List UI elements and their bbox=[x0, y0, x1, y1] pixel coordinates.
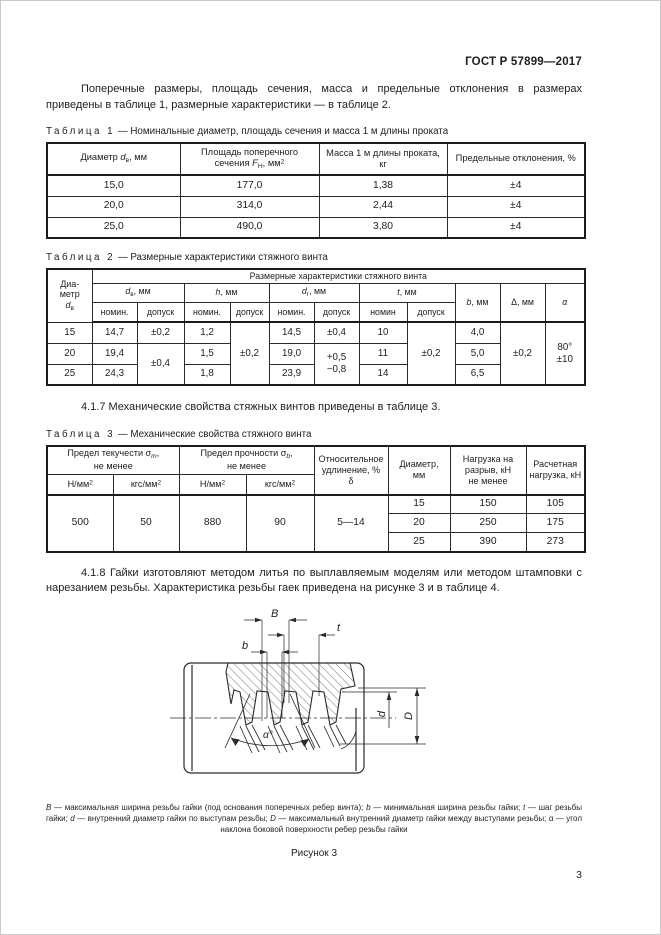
cell: 490,0 bbox=[180, 217, 319, 238]
table2-caption bbox=[46, 252, 582, 263]
cell: 1,38 bbox=[319, 175, 447, 196]
t2-sub-nominal: номин bbox=[359, 302, 407, 322]
table-row bbox=[47, 175, 585, 196]
cell: 20 bbox=[47, 343, 92, 364]
cell: 3,80 bbox=[319, 217, 447, 238]
table1-caption bbox=[46, 126, 582, 137]
t2-group-h: h, мм bbox=[184, 283, 269, 302]
dimension-b bbox=[251, 649, 298, 654]
cell: 250 bbox=[450, 514, 526, 533]
cell: ±0,4 bbox=[314, 322, 359, 343]
table-row bbox=[47, 446, 585, 475]
t2-sub-nominal: номин. bbox=[269, 302, 314, 322]
table-row bbox=[47, 322, 585, 343]
cell: 14,5 bbox=[269, 322, 314, 343]
cell: 314,0 bbox=[180, 196, 319, 217]
t3-col-yield: Предел текучести $\sigma_m$, не менее bbox=[47, 446, 179, 475]
t2-sub-tolerance: допуск bbox=[137, 302, 184, 322]
cell: 177,0 bbox=[180, 175, 319, 196]
t3-col-breaking-load: Нагрузка на разрыв, кН не менее bbox=[450, 446, 526, 495]
t3-sub-nmm: $Н/мм^2$ bbox=[47, 475, 113, 495]
cell: 880 bbox=[179, 495, 246, 552]
cell: 2,44 bbox=[319, 196, 447, 217]
table2-caption-label: Таблица 2 bbox=[46, 252, 116, 263]
table3-caption bbox=[46, 429, 582, 440]
cell: 24,3 bbox=[92, 364, 137, 385]
cell: ±0,2 bbox=[500, 322, 545, 385]
intro-paragraph: Поперечные размеры, площадь сечения, масса и предельные отклонения в размерах приведены в таблице 1, размерные характеристики — в таблице 2. bbox=[46, 83, 582, 111]
table2-caption-text: — Размерные характеристики стяжного винта bbox=[117, 252, 328, 263]
figure-3 bbox=[46, 608, 582, 798]
table1-caption-text: — Номинальные диаметр, площадь сечения и масса 1 м длины проката bbox=[117, 126, 449, 137]
cell: 25 bbox=[47, 364, 92, 385]
cell: 15,0 bbox=[47, 175, 180, 196]
cell: 1,2 bbox=[184, 322, 230, 343]
t2-sub-tolerance: допуск bbox=[407, 302, 455, 322]
t2-sub-tolerance: допуск bbox=[314, 302, 359, 322]
t1-col-mass: Масса 1 м длины проката, кг bbox=[319, 143, 447, 175]
page-number: 3 bbox=[576, 868, 582, 881]
cell: ±4 bbox=[447, 217, 585, 238]
cell: 150 bbox=[450, 495, 526, 514]
cell: 19,4 bbox=[92, 343, 137, 364]
cell: 175 bbox=[526, 514, 585, 533]
t2-sub-nominal: номин. bbox=[92, 302, 137, 322]
cell: ±0,2 bbox=[137, 322, 184, 343]
t3-sub-nmm: $Н/мм^2$ bbox=[179, 475, 246, 495]
cell: 19,0 bbox=[269, 343, 314, 364]
cell: 15 bbox=[388, 495, 450, 514]
table3-caption-label: Таблица 3 bbox=[46, 428, 116, 440]
figure-title: Рисунок 3 bbox=[290, 847, 338, 859]
label-D: D bbox=[403, 711, 415, 720]
nut-thread-drawing bbox=[144, 608, 484, 793]
cell: 90 bbox=[246, 495, 314, 552]
cell: 1,5 bbox=[184, 343, 230, 364]
cell: 20 bbox=[388, 514, 450, 533]
cell: 390 bbox=[450, 533, 526, 552]
cell: 15 bbox=[47, 322, 92, 343]
table-row bbox=[47, 143, 585, 175]
paragraph-418: 4.1.8 Гайки изготовляют методом литья по выплавляемым моделям или методом штамповки с нарезанием резьбы. Характеристика резьбы гаек приведена на рисунке 3 и в таблице 4. bbox=[46, 566, 582, 595]
cell: 1,8 bbox=[184, 364, 230, 385]
label-b: b bbox=[242, 639, 249, 652]
dimension-d bbox=[387, 692, 392, 728]
table-row bbox=[47, 495, 585, 514]
label-t: t bbox=[337, 621, 341, 634]
t2-col-delta: Δ, мм bbox=[500, 283, 545, 322]
cell: 6,5 bbox=[455, 364, 500, 385]
t2-sub-tolerance: допуск bbox=[230, 302, 269, 322]
cell: 273 bbox=[526, 533, 585, 552]
table-row bbox=[47, 196, 585, 217]
cell: 5—14 bbox=[314, 495, 388, 552]
cell: 14 bbox=[359, 364, 407, 385]
cell: ±0,2 bbox=[407, 322, 455, 385]
cell: 50 bbox=[113, 495, 179, 552]
t3-sub-kgsmm: кгс/$мм^2$ bbox=[113, 475, 179, 495]
label-B: B bbox=[271, 607, 279, 620]
t1-col-area: Площадь поперечного сечения $F_Н$, $мм^2$ bbox=[180, 143, 319, 175]
paragraph-417: 4.1.7 Механические свойства стяжных винтов приведены в таблице 3. bbox=[81, 401, 441, 414]
cell: 500 bbox=[47, 495, 113, 552]
cell: ±0,4 bbox=[137, 343, 184, 385]
t2-sub-nominal: номин. bbox=[184, 302, 230, 322]
table-row bbox=[47, 269, 585, 283]
t2-col-diameter: Диа- метр $d_в$ bbox=[47, 269, 92, 322]
cell: 25 bbox=[388, 533, 450, 552]
t1-col-deviation: Предельные отклонения, % bbox=[447, 143, 585, 175]
label-d: d bbox=[376, 710, 388, 717]
t2-col-b: b, мм bbox=[455, 283, 500, 322]
t2-group-dg: $d_г$, мм bbox=[269, 283, 359, 302]
cell: 5,0 bbox=[455, 343, 500, 364]
cell: 105 bbox=[526, 495, 585, 514]
table1-caption-label: Таблица 1 bbox=[46, 126, 116, 137]
cell: ±4 bbox=[447, 175, 585, 196]
t3-sub-kgsmm: кгс/$мм^2$ bbox=[246, 475, 314, 495]
table2 bbox=[46, 268, 586, 386]
t2-span-header: Размерные характеристики стяжного винта bbox=[92, 269, 585, 283]
dimension-D bbox=[415, 688, 420, 744]
table3 bbox=[46, 445, 586, 553]
t3-col-elongation: Относительное удлинение, % δ bbox=[314, 446, 388, 495]
cell: 80° ±10 bbox=[545, 322, 585, 385]
table-row bbox=[47, 283, 585, 302]
cell: 4,0 bbox=[455, 322, 500, 343]
figure-caption: B — максимальная ширина резьбы гайки (под основания поперечных ребер винта); b — минимальная ширина резьбы гайки; t — шаг резьбы гайки; d — внутренний диаметр гайки по выступам резьбы; D — максимальный внутренний диаметр гайки между выступами резьбы; α — угол наклона боковой поверхности ребер резьбы гайки bbox=[46, 802, 582, 834]
t3-col-diameter: Диаметр, мм bbox=[388, 446, 450, 495]
cell: 14,7 bbox=[92, 322, 137, 343]
thread-flank-lines bbox=[240, 725, 356, 753]
table3-caption-text: — Механические свойства стяжного винта bbox=[117, 428, 312, 440]
t2-col-alpha: α bbox=[545, 283, 585, 322]
cell: ±4 bbox=[447, 196, 585, 217]
thread-section-hatch bbox=[226, 663, 355, 725]
cell: 23,9 bbox=[269, 364, 314, 385]
t2-group-dv: $d_в$, мм bbox=[92, 283, 184, 302]
label-alpha: α° bbox=[263, 729, 273, 741]
t3-col-strength: Предел прочности $\sigma_b$, не менее bbox=[179, 446, 314, 475]
cell: 25,0 bbox=[47, 217, 180, 238]
table-row bbox=[47, 217, 585, 238]
t3-col-design-load: Расчетная нагрузка, кН bbox=[526, 446, 585, 495]
document-number: ГОСТ Р 57899—2017 bbox=[465, 56, 582, 68]
table1 bbox=[46, 142, 586, 239]
cell: +0,5 −0,8 bbox=[314, 343, 359, 385]
cell: 20,0 bbox=[47, 196, 180, 217]
cell: 10 bbox=[359, 322, 407, 343]
cell: ±0,2 bbox=[230, 322, 269, 385]
t2-group-t: t, мм bbox=[359, 283, 455, 302]
cell: 11 bbox=[359, 343, 407, 364]
dimension-t bbox=[268, 632, 335, 637]
t1-col-diameter: Диаметр $d_в$, мм bbox=[47, 143, 180, 175]
